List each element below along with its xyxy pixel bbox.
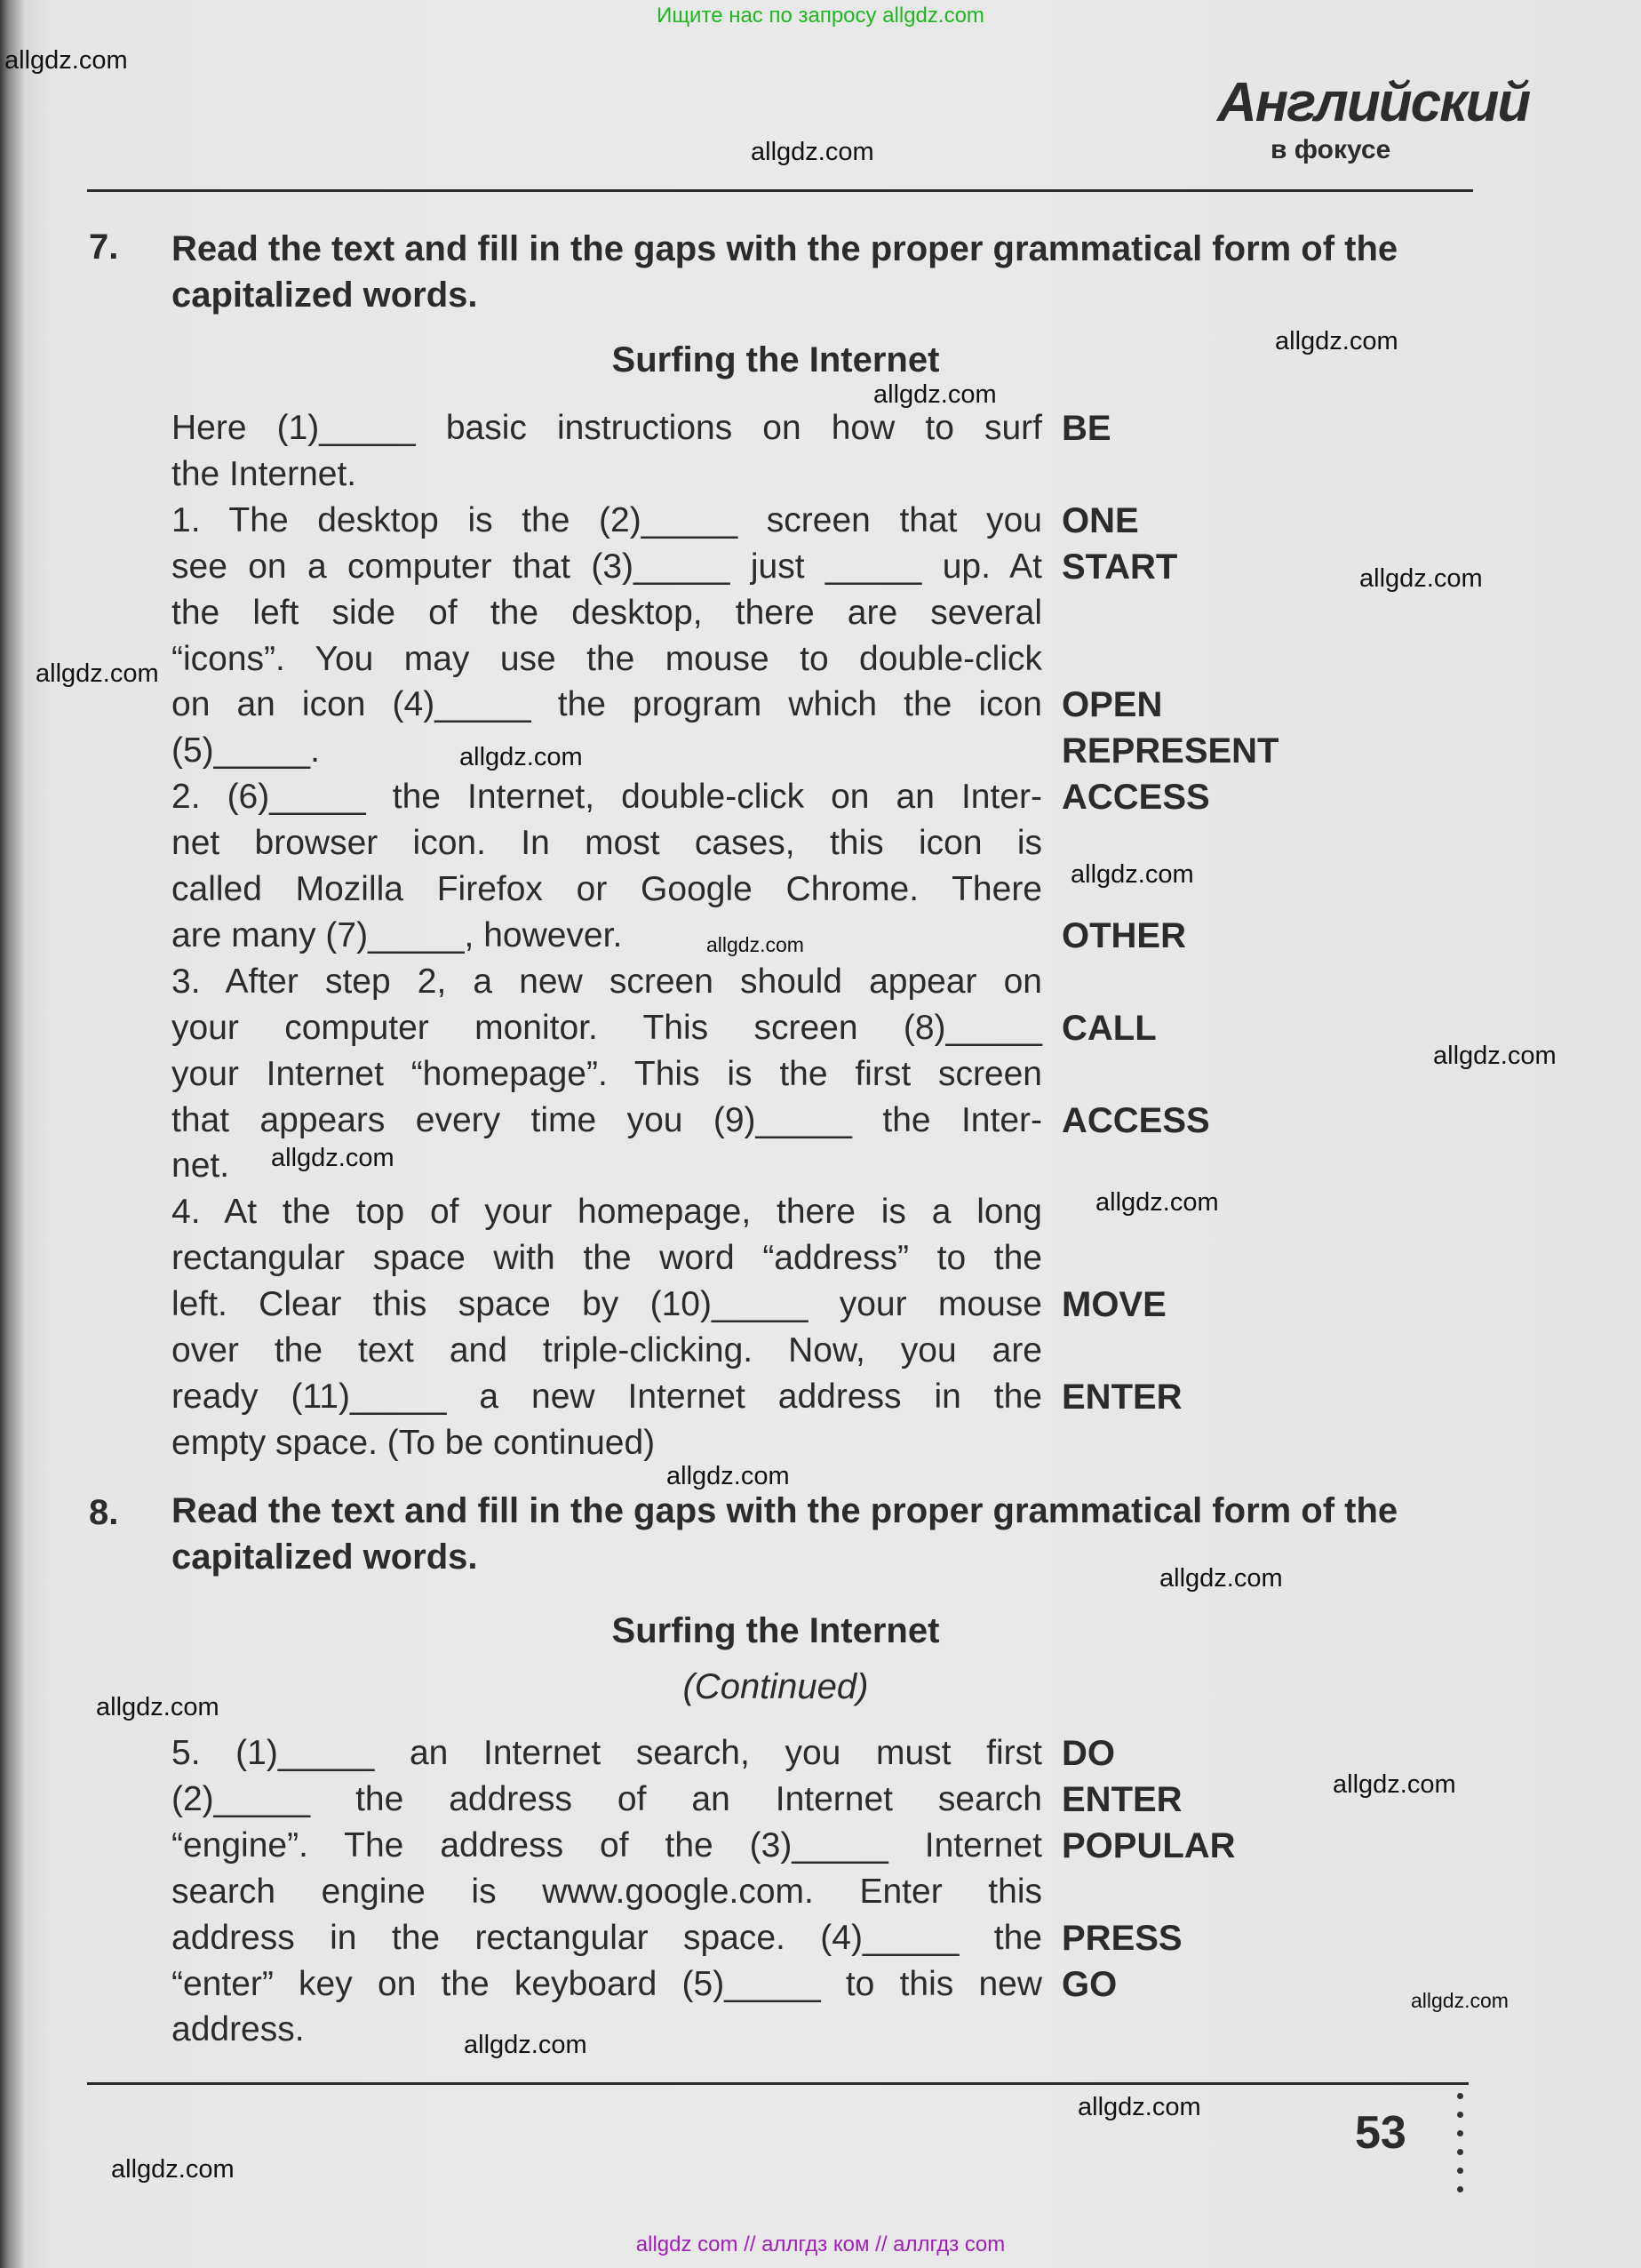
exercise-8-subtitle: Surfing the Internet — [611, 1611, 940, 1650]
passage-line: Here (1)_____ basic instructions on how to surf — [171, 409, 1042, 447]
passage-line: search engine is www.google.com. Enter this — [171, 1872, 1042, 1911]
watermark: allgdz.com — [873, 380, 997, 409]
passage-line: your Internet “homepage”. This is the first screen — [171, 1054, 1042, 1093]
keyword: POPULAR — [1062, 1825, 1236, 1865]
keyword: PRESS — [1062, 1918, 1183, 1958]
bottom-watermark[interactable]: allgdz com // аллгдз ком // аллгдз com — [635, 2232, 1006, 2256]
bottom-rule — [87, 2082, 1469, 2085]
logo-main-text: Английский — [1217, 72, 1530, 133]
watermark: allgdz.com — [1433, 1042, 1557, 1070]
watermark: allgdz.com — [706, 933, 804, 956]
passage-line: 1. The desktop is the (2)_____ screen that you — [171, 500, 1042, 539]
top-watermark[interactable]: Ищите нас по запросу allgdz.com — [657, 4, 984, 28]
keyword: REPRESENT — [1062, 731, 1279, 771]
watermark: allgdz.com — [1078, 2093, 1201, 2121]
passage-line: the Internet. — [171, 454, 357, 493]
passage-line: “icons”. You may use the mouse to double-click — [171, 639, 1042, 678]
watermark: allgdz.com — [751, 138, 874, 166]
watermark: allgdz.com — [96, 1693, 219, 1721]
watermark: allgdz.com — [1275, 327, 1398, 355]
watermark: allgdz.com — [1359, 564, 1483, 593]
passage-line: 3. After step 2, a new screen should appear on — [171, 962, 1042, 1001]
passage-line: over the text and triple-clicking. Now, you are — [171, 1331, 1042, 1370]
keyword: OTHER — [1062, 915, 1186, 955]
exercise-8-subsubtitle: (Continued) — [682, 1667, 869, 1706]
keyword: BE — [1062, 409, 1111, 448]
watermark: allgdz.com — [1095, 1188, 1219, 1217]
passage-line: on an icon (4)_____ the program which the icon — [171, 685, 1042, 724]
passage-line: ready (11)_____ a new Internet address in the — [171, 1377, 1042, 1416]
passage-line: are many (7)_____, however. — [171, 915, 623, 954]
keyword: ACCESS — [1062, 778, 1210, 818]
keyword: GO — [1062, 1964, 1118, 2004]
passage-line: see on a computer that (3)_____ just _____ up. At — [171, 547, 1042, 586]
book-logo — [1217, 71, 1530, 169]
passage-line: 5. (1)_____ an Internet search, you must first — [171, 1734, 1042, 1772]
keyword: ONE — [1062, 500, 1139, 540]
watermark: allgdz.com — [459, 743, 583, 771]
keyword: START — [1062, 547, 1178, 587]
keyword: ENTER — [1062, 1377, 1183, 1417]
exercise-8-number: 8. — [89, 1493, 119, 1532]
passage-line: left. Clear this space by (10)_____ your mouse — [171, 1285, 1042, 1324]
watermark: allgdz.com — [1159, 1564, 1283, 1593]
passage-line: “engine”. The address of the (3)_____ Internet — [171, 1825, 1042, 1865]
passage-line: that appears every time you (9)_____ the Inter- — [171, 1100, 1042, 1139]
logo-sub-text: в фокусе — [1271, 135, 1391, 164]
top-rule — [87, 189, 1473, 192]
exercise-7-title: Read the text and fill in the gaps with the proper grammatical form of the capitalized words. — [171, 229, 1398, 315]
passage-line: rectangular space with the word “address” to the — [171, 1239, 1042, 1278]
keyword: ENTER — [1062, 1779, 1183, 1819]
passage-line: called Mozilla Firefox or Google Chrome. There — [171, 870, 1042, 908]
watermark: allgdz.com — [4, 46, 128, 75]
watermark: allgdz.com — [271, 1144, 394, 1172]
exercise-7-subtitle: Surfing the Internet — [611, 340, 940, 379]
passage-line: net. — [171, 1146, 230, 1186]
page-number: 53 — [1355, 2107, 1406, 2159]
exercise-7-number: 7. — [89, 228, 119, 267]
passage-line: your computer monitor. This screen (8)_____ — [171, 1008, 1042, 1047]
passage-line: 2. (6)_____ the Internet, double-click on an Inter- — [171, 778, 1042, 817]
passage-line: 4. At the top of your homepage, there is a long — [171, 1193, 1042, 1232]
passage-line: address. — [171, 2010, 305, 2049]
watermark: allgdz.com — [666, 1462, 790, 1490]
watermark: allgdz.com — [1071, 860, 1194, 889]
passage-line: empty space. (To be continued) — [171, 1423, 656, 1462]
keyword: DO — [1062, 1734, 1115, 1773]
passage-line: (2)_____ the address of an Internet search — [171, 1779, 1042, 1818]
passage-line: (5)_____. — [171, 731, 320, 771]
passage-line: address in the rectangular space. (4)_____ the — [171, 1918, 1042, 1957]
passage-line: the left side of the desktop, there are several — [171, 593, 1042, 632]
keyword: CALL — [1062, 1008, 1157, 1048]
watermark: allgdz.com — [1411, 1989, 1509, 2012]
decorative-dots — [1457, 2093, 1464, 2205]
watermark: allgdz.com — [1333, 1770, 1456, 1799]
exercise-8-title: Read the text and fill in the gaps with the proper grammatical form of the capitalized words. — [171, 1491, 1398, 1577]
watermark: allgdz.com — [36, 659, 159, 688]
keyword: OPEN — [1062, 685, 1163, 725]
keyword: MOVE — [1062, 1285, 1167, 1325]
watermark: allgdz.com — [464, 2031, 587, 2059]
watermark: allgdz.com — [111, 2155, 235, 2184]
passage-line: net browser icon. In most cases, this icon is — [171, 824, 1042, 863]
passage-line: “enter” key on the keyboard (5)_____ to this new — [171, 1964, 1042, 2003]
keyword: ACCESS — [1062, 1100, 1210, 1140]
